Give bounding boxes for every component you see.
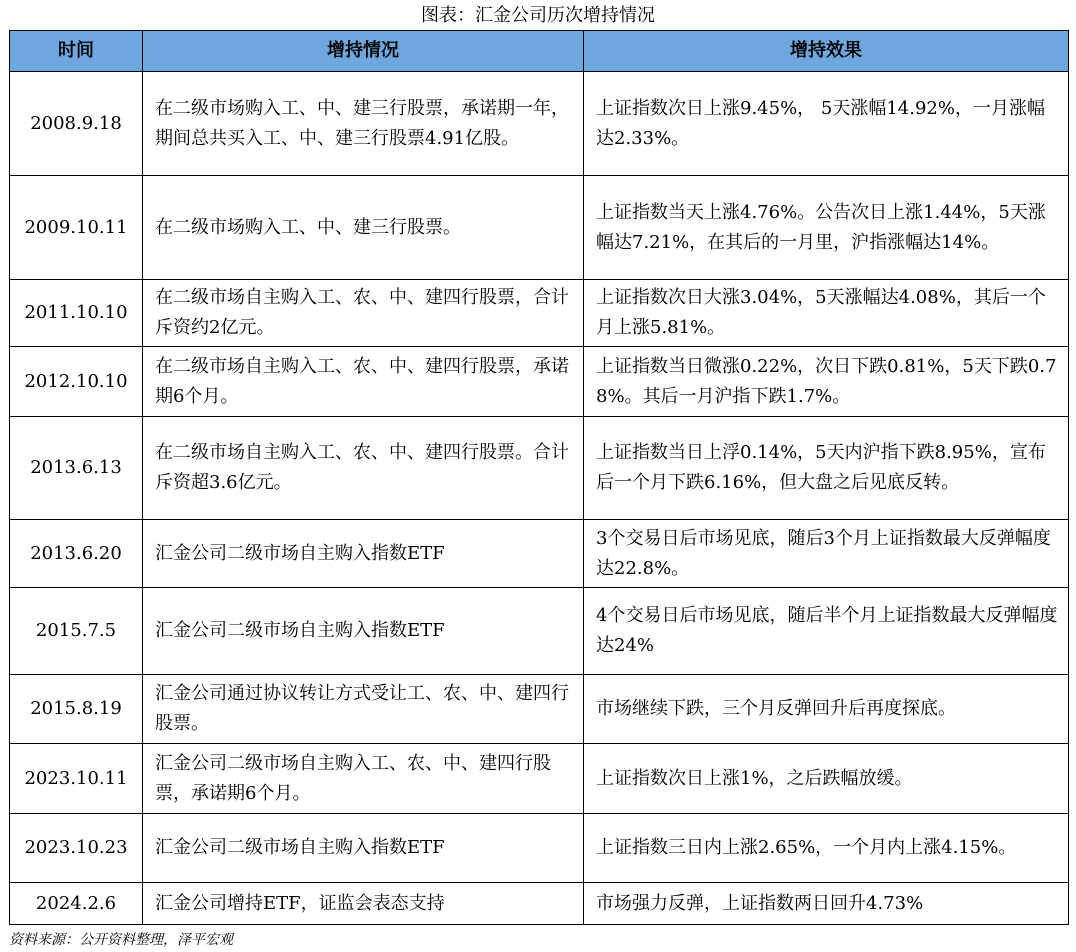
- table-row: [10, 744, 1069, 814]
- cell-effect: 4个交易日后市场见底，随后半个月上证指数最大反弹幅度达24%: [584, 588, 1069, 675]
- cell-effect: 上证指数次日上涨1%，之后跌幅放缓。: [584, 744, 1069, 814]
- table-header-row: [10, 31, 1069, 72]
- cell-action: 汇金公司二级市场自主购入指数ETF: [143, 520, 584, 588]
- cell-effect: 上证指数当日上浮0.14%，5天内沪指下跌8.95%，宣布后一个月下跌6.16%，但大盘之后见底反转。: [584, 417, 1069, 520]
- header-date: 时间: [10, 31, 143, 72]
- cell-action: 汇金公司二级市场自主购入工、农、中、建四行股票，承诺期6个月。: [143, 744, 584, 814]
- source-note: 资料来源：公开资料整理，泽平宏观: [9, 932, 233, 948]
- cell-effect: 上证指数三日内上涨2.65%，一个月内上涨4.15%。: [584, 814, 1069, 883]
- table-row: [10, 280, 1069, 347]
- cell-action: 在二级市场购入工、中、建三行股票。: [143, 176, 584, 280]
- cell-date: 2015.8.19: [10, 675, 143, 744]
- table-row: [10, 520, 1069, 588]
- table-row: [10, 675, 1069, 744]
- cell-action: 在二级市场自主购入工、农、中、建四行股票。合计斥资超3.6亿元。: [143, 417, 584, 520]
- cell-action: 在二级市场自主购入工、农、中、建四行股票，承诺期6个月。: [143, 347, 584, 417]
- cell-date: 2011.10.10: [10, 280, 143, 347]
- table-row: [10, 417, 1069, 520]
- table-caption: 图表：汇金公司历次增持情况: [421, 5, 655, 26]
- table-row: [10, 176, 1069, 280]
- cell-action: 汇金公司二级市场自主购入指数ETF: [143, 588, 584, 675]
- cell-date: 2013.6.13: [10, 417, 143, 520]
- cell-effect: 上证指数次日大涨3.04%，5天涨幅达4.08%，其后一个月上涨5.81%。: [584, 280, 1069, 347]
- cell-effect: 上证指数当日微涨0.22%，次日下跌0.81%，5天下跌0.78%。其后一月沪指下跌1.7%。: [584, 347, 1069, 417]
- cell-date: 2009.10.11: [10, 176, 143, 280]
- cell-date: 2023.10.23: [10, 814, 143, 883]
- cell-effect: 市场强力反弹，上证指数两日回升4.73%: [584, 883, 1069, 925]
- cell-action: 在二级市场购入工、中、建三行股票，承诺期一年，期间总共买入工、中、建三行股票4.91亿股。: [143, 72, 584, 176]
- cell-effect: 3个交易日后市场见底，随后3个月上证指数最大反弹幅度达22.8%。: [584, 520, 1069, 588]
- header-action: 增持情况: [143, 31, 584, 72]
- cell-date: 2008.9.18: [10, 72, 143, 176]
- cell-action: 汇金公司增持ETF，证监会表态支持: [143, 883, 584, 925]
- cell-date: 2012.10.10: [10, 347, 143, 417]
- cell-effect: 上证指数当天上涨4.76%。公告次日上涨1.44%，5天涨幅达7.21%，在其后的一月里，沪指涨幅达14%。: [584, 176, 1069, 280]
- header-effect: 增持效果: [584, 31, 1069, 72]
- cell-effect: 市场继续下跌，三个月反弹回升后再度探底。: [584, 675, 1069, 744]
- cell-date: 2023.10.11: [10, 744, 143, 814]
- table-row: [10, 347, 1069, 417]
- table-row: [10, 814, 1069, 883]
- cell-effect: 上证指数次日上涨9.45%， 5天涨幅14.92%，一月涨幅达2.33%。: [584, 72, 1069, 176]
- table-row: [10, 72, 1069, 176]
- cell-action: 汇金公司通过协议转让方式受让工、农、中、建四行股票。: [143, 675, 584, 744]
- table-row: [10, 883, 1069, 925]
- cell-date: 2015.7.5: [10, 588, 143, 675]
- cell-action: 汇金公司二级市场自主购入指数ETF: [143, 814, 584, 883]
- cell-action: 在二级市场自主购入工、农、中、建四行股票，合计斥资约2亿元。: [143, 280, 584, 347]
- huijin-holdings-table: [9, 30, 1069, 925]
- cell-date: 2013.6.20: [10, 520, 143, 588]
- cell-date: 2024.2.6: [10, 883, 143, 925]
- table-row: [10, 588, 1069, 675]
